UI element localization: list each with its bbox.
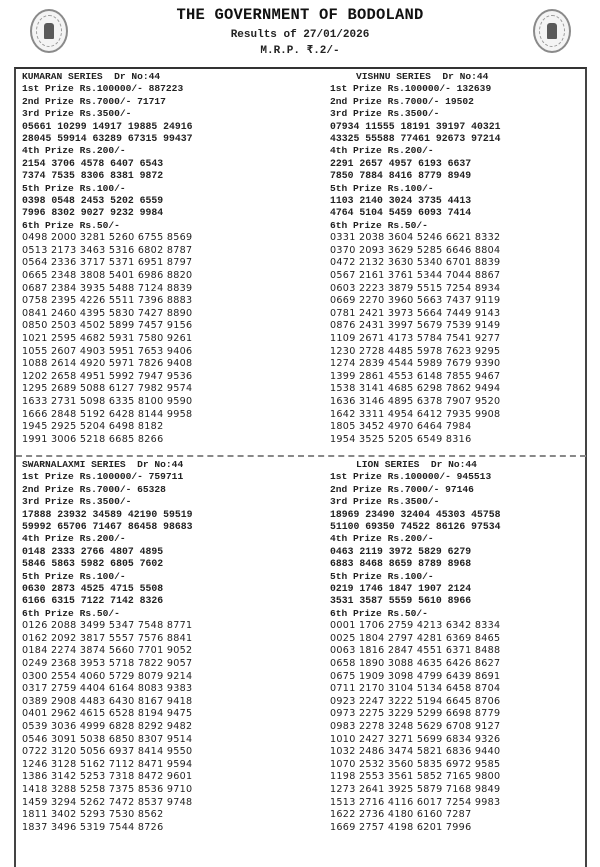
- sixth-prize-grid: [330, 620, 600, 834]
- sixth-prize-row: 1666 2848 5192 6428 8144 9958: [22, 408, 193, 420]
- sixth-prize-row: 1991 3006 5218 6685 8266: [22, 433, 164, 445]
- sixth-prize-row: 1010 2427 3271 5699 6834 9326: [330, 733, 501, 745]
- fourth-prize-row: 6883 8468 8659 8789 8968: [330, 558, 472, 570]
- series-block-swarnalaxmi: [22, 459, 302, 834]
- sixth-prize-row: 0401 2962 4615 6528 8194 9475: [22, 708, 193, 720]
- second-prize: 2nd Prize Rs.7000/- 71717: [22, 95, 166, 107]
- sixth-prize-row: 0317 2759 4404 6164 8083 9383: [22, 683, 193, 695]
- sixth-prize-row: 1459 3294 5262 7472 8537 9748: [22, 796, 193, 808]
- third-prize-label: 3rd Prize Rs.3500/-: [22, 496, 132, 508]
- series-block-kumaran: [22, 71, 302, 446]
- sixth-prize-row: 0126 2088 3499 5347 7548 8771: [22, 620, 193, 632]
- third-prize-row: 07934 11555 18191 39197 40321: [330, 120, 501, 132]
- sixth-prize-row: 0669 2270 3960 5663 7437 9119: [330, 295, 501, 307]
- sixth-prize-row: 1246 3128 5162 7112 8471 9594: [22, 758, 193, 770]
- sixth-prize-row: 0063 1816 2847 4551 6371 8488: [330, 645, 501, 657]
- series-title: SWARNALAXMI SERIES Dr No:44: [22, 459, 184, 470]
- fourth-prize-row: 5846 5863 5982 6805 7602: [22, 558, 164, 570]
- results-date: Results of 27/01/2026: [230, 29, 370, 41]
- sixth-prize-label: 6th Prize Rs.50/-: [330, 219, 428, 231]
- fifth-prize-row: 4764 5104 5459 6093 7414: [330, 207, 472, 219]
- sixth-prize-label: 6th Prize Rs.50/-: [330, 607, 428, 619]
- third-prize-label: 3rd Prize Rs.3500/-: [22, 108, 132, 120]
- sixth-prize-row: 1295 2689 5088 6127 7982 9574: [22, 383, 193, 395]
- third-prize-row: 28045 59914 63289 67315 99437: [22, 133, 193, 145]
- page-title: THE GOVERNMENT OF BODOLAND: [176, 6, 424, 24]
- sixth-prize-row: 1805 3452 4970 6464 7984: [330, 421, 472, 433]
- fourth-prize-row: 7374 7535 8306 8381 9872: [22, 170, 164, 182]
- third-prize-row: 51100 69350 74522 86126 97534: [330, 521, 501, 533]
- sixth-prize-row: 0658 1890 3088 4635 6426 8627: [330, 658, 501, 670]
- sixth-prize-row: 0781 2421 3973 5664 7449 9143: [330, 307, 501, 319]
- sixth-prize-row: 1633 2731 5098 6335 8100 9590: [22, 396, 193, 407]
- sixth-prize-row: 0539 3036 4999 6828 8292 9482: [22, 721, 193, 733]
- fourth-prize-label: 4th Prize Rs.200/-: [22, 533, 126, 545]
- sixth-prize-label: 6th Prize Rs.50/-: [22, 607, 120, 619]
- sixth-prize-row: 0184 2274 3874 5660 7701 9052: [22, 645, 193, 657]
- fifth-prize-row: 0398 0548 2453 5202 6559: [22, 195, 164, 207]
- sixth-prize-row: 1636 3146 4895 6378 7907 9520: [330, 396, 501, 407]
- sixth-prize-row: 1274 2839 4544 5989 7679 9390: [330, 358, 501, 370]
- fifth-prize-label: 5th Prize Rs.100/-: [22, 182, 126, 194]
- series-block-vishnu: [330, 71, 600, 446]
- sixth-prize-row: 0564 2336 3717 5371 6951 8797: [22, 257, 193, 269]
- sixth-prize-row: 0675 1909 3098 4799 6439 8691: [330, 670, 501, 682]
- fourth-prize-row: 0148 2333 2766 4807 4895: [22, 545, 164, 557]
- sixth-prize-row: 1642 3311 4954 6412 7935 9908: [330, 408, 501, 420]
- fourth-prize-label: 4th Prize Rs.200/-: [330, 145, 434, 157]
- sixth-prize-row: 0370 2093 3629 5285 6646 8804: [330, 244, 501, 256]
- fifth-prize-label: 5th Prize Rs.100/-: [22, 570, 126, 582]
- sixth-prize-row: 1070 2532 3560 5835 6972 9585: [330, 758, 501, 770]
- fifth-prize-label: 5th Prize Rs.100/-: [330, 182, 434, 194]
- fourth-prize-row: 7850 7884 8416 8779 8949: [330, 170, 472, 182]
- third-prize-row: 43325 55588 77461 92673 97214: [330, 133, 501, 145]
- series-title: LION SERIES Dr No:44: [356, 459, 477, 470]
- second-prize: 2nd Prize Rs.7000/- 19502: [330, 95, 474, 107]
- third-prize-label: 3rd Prize Rs.3500/-: [330, 108, 440, 120]
- sixth-prize-row: 1538 3141 4685 6298 7862 9494: [330, 383, 501, 395]
- sixth-prize-row: 0567 2161 3761 5344 7044 8867: [330, 270, 501, 282]
- sixth-prize-row: 0472 2132 3630 5340 6701 8839: [330, 257, 501, 269]
- sixth-prize-row: 0025 1804 2797 4281 6369 8465: [330, 632, 501, 644]
- sixth-prize-row: 0300 2554 4060 5729 8079 9214: [22, 670, 193, 682]
- sixth-prize-row: 1273 2641 3925 5879 7168 9849: [330, 784, 501, 795]
- sixth-prize-row: 0711 2170 3104 5134 6458 8704: [330, 683, 501, 695]
- sixth-prize-row: 1088 2614 4920 5971 7826 9408: [22, 358, 193, 370]
- sixth-prize-row: 0546 3091 5038 6850 8307 9514: [22, 733, 193, 745]
- sixth-prize-row: 0498 2000 3281 5260 6755 8569: [22, 232, 193, 244]
- second-prize: 2nd Prize Rs.7000/- 97146: [330, 483, 474, 495]
- sixth-prize-row: 0983 2278 3248 5629 6708 9127: [330, 721, 501, 733]
- sixth-prize-row: 1513 2716 4116 6017 7254 9983: [330, 796, 501, 808]
- fourth-prize-row: 2154 3706 4578 6407 6543: [22, 157, 164, 169]
- fourth-prize-row: 2291 2657 4957 6193 6637: [330, 157, 472, 169]
- sixth-prize-row: 0841 2460 4395 5830 7427 8890: [22, 307, 193, 319]
- sixth-prize-row: 0603 2223 3879 5515 7254 8934: [330, 282, 501, 294]
- fifth-prize-row: 0219 1746 1847 1907 2124: [330, 583, 472, 595]
- sixth-prize-row: 0973 2275 3229 5299 6698 8779: [330, 708, 501, 720]
- sixth-prize-row: 0331 2038 3604 5246 6621 8332: [330, 232, 501, 244]
- first-prize: 1st Prize Rs.100000/- 132639: [330, 83, 492, 95]
- first-prize: 1st Prize Rs.100000/- 945513: [330, 471, 492, 483]
- sixth-prize-row: 0758 2395 4226 5511 7396 8883: [22, 295, 193, 307]
- dashed-divider: [16, 455, 586, 457]
- fifth-prize-row: 1103 2140 3024 3735 4413: [330, 195, 472, 207]
- sixth-prize-row: 0389 2908 4483 6430 8167 9418: [22, 695, 193, 707]
- fifth-prize-row: 3531 3587 5559 5610 8966: [330, 595, 472, 607]
- sixth-prize-row: 1021 2595 4682 5931 7580 9261: [22, 333, 193, 345]
- sixth-prize-row: 1198 2553 3561 5852 7165 9800: [330, 771, 501, 783]
- fifth-prize-row: 0630 2873 4525 4715 5508: [22, 583, 164, 595]
- fifth-prize-row: 6166 6315 7122 7142 8326: [22, 595, 164, 607]
- mrp-price: M.R.P. ₹.2/-: [260, 45, 340, 57]
- sixth-prize-row: 1945 2925 5204 6498 8182: [22, 421, 164, 433]
- sixth-prize-row: 1399 2861 4553 6148 7855 9467: [330, 370, 501, 382]
- first-prize: 1st Prize Rs.100000/- 887223: [22, 83, 184, 95]
- sixth-prize-row: 1032 2486 3474 5821 6836 9440: [330, 746, 501, 758]
- third-prize-label: 3rd Prize Rs.3500/-: [330, 496, 440, 508]
- sixth-prize-row: 1669 2757 4198 6201 7996: [330, 821, 472, 833]
- sixth-prize-row: 1386 3142 5253 7318 8472 9601: [22, 771, 193, 783]
- fourth-prize-label: 4th Prize Rs.200/-: [330, 533, 434, 545]
- third-prize-row: 18969 23490 32404 45303 45758: [330, 508, 501, 520]
- second-prize: 2nd Prize Rs.7000/- 65328: [22, 483, 166, 495]
- sixth-prize-label: 6th Prize Rs.50/-: [22, 219, 120, 231]
- sixth-prize-row: 1230 2728 4485 5978 7623 9295: [330, 345, 501, 357]
- page-header: [0, 0, 600, 66]
- sixth-prize-grid: [22, 620, 302, 834]
- sixth-prize-row: 1418 3288 5258 7375 8536 9710: [22, 784, 193, 795]
- sixth-prize-row: 0687 2384 3935 5488 7124 8839: [22, 282, 193, 294]
- sixth-prize-row: 0722 3120 5056 6937 8414 9550: [22, 746, 193, 758]
- sixth-prize-grid: [22, 232, 302, 446]
- sixth-prize-row: 0850 2503 4502 5899 7457 9156: [22, 320, 193, 332]
- sixth-prize-grid: [330, 232, 600, 446]
- series-title: VISHNU SERIES Dr No:44: [356, 71, 489, 82]
- sixth-prize-row: 0162 2092 3817 5557 7576 8841: [22, 632, 193, 644]
- sixth-prize-row: 0513 2173 3463 5316 6802 8787: [22, 244, 193, 256]
- sixth-prize-row: 0665 2348 3808 5401 6986 8820: [22, 270, 193, 282]
- sixth-prize-row: 1954 3525 5205 6549 8316: [330, 433, 472, 445]
- fourth-prize-row: 0463 2119 3972 5829 6279: [330, 545, 472, 557]
- fifth-prize-label: 5th Prize Rs.100/-: [330, 570, 434, 582]
- third-prize-row: 59992 65706 71467 86458 98683: [22, 521, 193, 533]
- sixth-prize-row: 1622 2736 4180 6160 7287: [330, 809, 472, 821]
- fourth-prize-label: 4th Prize Rs.200/-: [22, 145, 126, 157]
- sixth-prize-row: 0876 2431 3997 5679 7539 9149: [330, 320, 501, 332]
- sixth-prize-row: 1202 2658 4951 5992 7947 9536: [22, 370, 193, 382]
- third-prize-row: 05661 10299 14917 19885 24916: [22, 120, 193, 132]
- sixth-prize-row: 0249 2368 3953 5718 7822 9057: [22, 658, 193, 670]
- sixth-prize-row: 1837 3496 5319 7544 8726: [22, 821, 164, 833]
- sixth-prize-row: 0923 2247 3222 5194 6645 8706: [330, 695, 501, 707]
- sixth-prize-row: 1811 3402 5293 7530 8562: [22, 809, 164, 821]
- state-emblem-icon: [533, 9, 571, 53]
- series-title: KUMARAN SERIES Dr No:44: [22, 71, 161, 82]
- fifth-prize-row: 7996 8302 9027 9232 9984: [22, 207, 164, 219]
- sixth-prize-row: 1055 2607 4903 5951 7653 9406: [22, 345, 193, 357]
- sixth-prize-row: 0001 1706 2759 4213 6342 8334: [330, 620, 501, 632]
- third-prize-row: 17888 23932 34589 42190 59519: [22, 508, 193, 520]
- series-block-lion: [330, 459, 600, 834]
- first-prize: 1st Prize Rs.100000/- 759711: [22, 471, 184, 483]
- sixth-prize-row: 1109 2671 4173 5784 7541 9277: [330, 333, 501, 345]
